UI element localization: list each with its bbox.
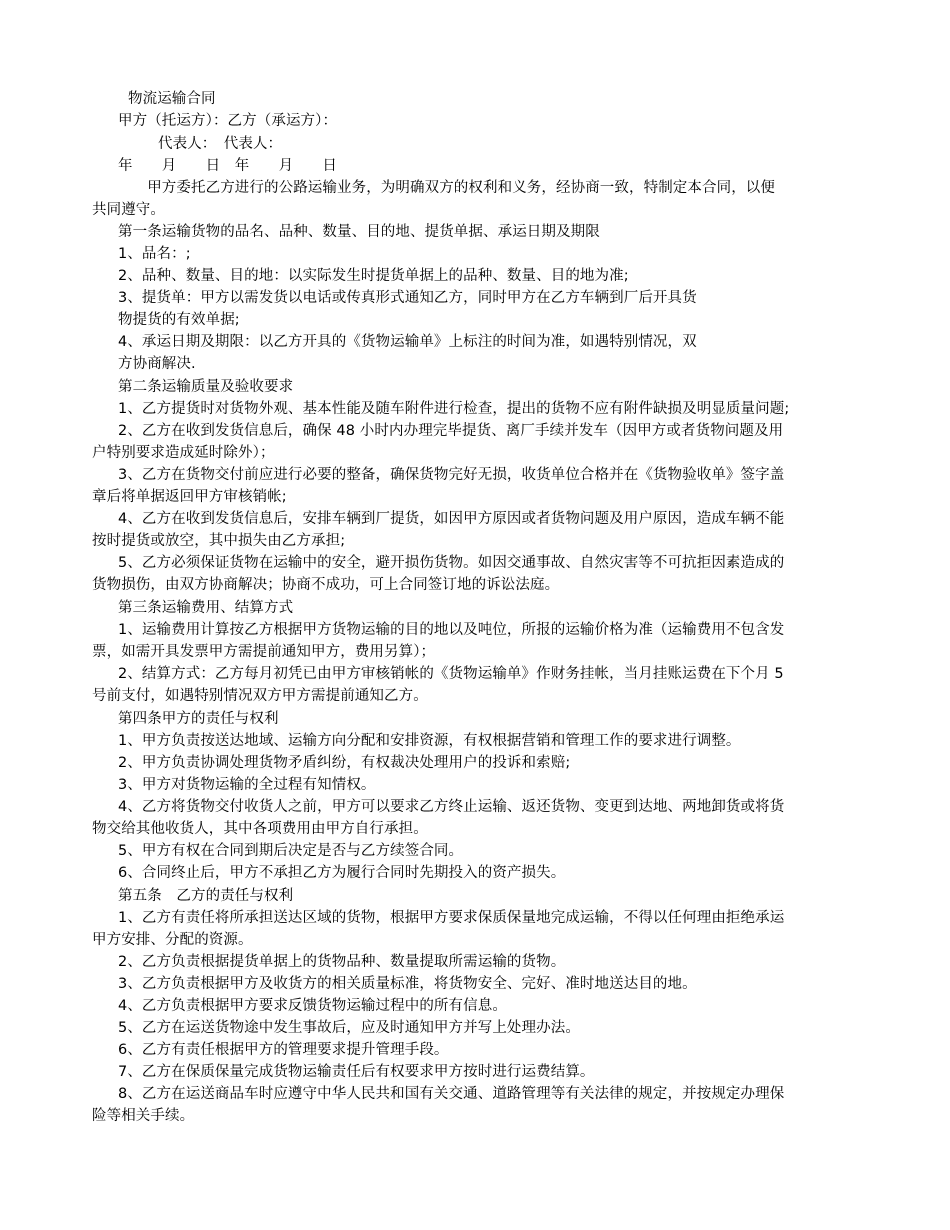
article-1-item-4: 4、承运日期及期限：以乙方开具的《货物运输单》上标注的时间为准，如遇特别情况，双 xyxy=(118,334,697,350)
article-1-item-2: 2、品种、数量、目的地：以实际发生时提货单据上的品种、数量、目的地为准; xyxy=(118,268,629,284)
article-2-item-5-cont: 货物损伤，由双方协商解决；协商不成功，可上合同签订地的诉讼法庭。 xyxy=(92,577,560,593)
date-line: 年 月 日 年 月 日 xyxy=(118,158,337,174)
article-1-item-3-cont: 物提货的有效单据; xyxy=(118,312,240,328)
article-2-item-2-cont: 户特别要求造成延时除外）； xyxy=(92,445,275,461)
article-4-title: 第四条甲方的责任与权利 xyxy=(118,711,279,727)
article-5-item-5: 5、乙方在运送货物途中发生事故后，应及时通知甲方并写上处理办法。 xyxy=(118,1020,580,1036)
article-2-item-4: 4、乙方在收到发货信息后，安排车辆到厂提货，如因甲方原因或者货物问题及用户原因，造成车辆不能 xyxy=(118,511,785,527)
article-5-item-6: 6、乙方有责任根据甲方的管理要求提升管理手段。 xyxy=(118,1042,449,1058)
article-3-item-1: 1、运输费用计算按乙方根据甲方货物运输的目的地以及吨位，所报的运输价格为准（运输费用不包含发 xyxy=(118,622,785,638)
article-5-title: 第五条 乙方的责任与权利 xyxy=(118,888,294,904)
article-1-item-1: 1、品名：; xyxy=(118,246,191,262)
representatives-line: 代表人： 代表人： xyxy=(158,136,283,152)
article-5-item-8-cont: 险等相关手续。 xyxy=(92,1108,195,1124)
article-4-item-2: 2、甲方负责协调处理货物矛盾纠纷，有权裁决处理用户的投诉和索赔; xyxy=(118,755,571,771)
article-5-item-7: 7、乙方在保质保量完成货物运输责任后有权要求甲方按时进行运费结算。 xyxy=(118,1064,595,1080)
article-2-item-3: 3、乙方在货物交付前应进行必要的整备，确保货物完好无损，收货单位合格并在《货物验收单》签字盖 xyxy=(118,467,785,483)
article-3-title: 第三条运输费用、结算方式 xyxy=(118,600,294,616)
article-2-item-2: 2、乙方在收到发货信息后，确保 48 小时内办理完毕提货、离厂手续并发车（因甲方或者货物问题及用 xyxy=(118,423,784,439)
article-5-item-3: 3、乙方负责根据甲方及收货方的相关质量标准，将货物安全、完好、准时地送达目的地。 xyxy=(118,976,697,992)
article-4-item-5: 5、甲方有权在合同到期后决定是否与乙方续签合同。 xyxy=(118,843,464,859)
article-4-item-1: 1、甲方负责按送达地域、运输方向分配和安排资源，有权根据营销和管理工作的要求进行调整。 xyxy=(118,733,741,749)
article-2-item-3-cont: 章后将单据返回甲方审核销帐; xyxy=(92,489,287,505)
article-2-item-5: 5、乙方必须保证货物在运输中的安全，避开损伤货物。如因交通事故、自然灾害等不可抗拒因素造成的 xyxy=(118,555,785,571)
article-3-item-2: 2、结算方式：乙方每月初凭已由甲方审核销帐的《货物运输单》作财务挂帐，当月挂账运费在下个月 5 xyxy=(118,666,784,682)
article-2-title: 第二条运输质量及验收要求 xyxy=(118,379,294,395)
intro-line-1: 甲方委托乙方进行的公路运输业务，为明确双方的权利和义务，经协商一致，特制定本合同，以便 xyxy=(118,180,775,196)
article-4-item-4: 4、乙方将货物交付收货人之前，甲方可以要求乙方终止运输、返还货物、变更到达地、两地卸货或将货 xyxy=(118,799,785,815)
article-4-item-3: 3、甲方对货物运输的全过程有知情权。 xyxy=(118,777,376,793)
article-1-title: 第一条运输货物的品名、品种、数量、目的地、提货单据、承运日期及期限 xyxy=(118,224,600,240)
intro-line-2: 共同遵守。 xyxy=(92,202,165,218)
article-1-item-3: 3、提货单：甲方以需发货以电话或传真形式通知乙方，同时甲方在乙方车辆到厂后开具货 xyxy=(118,290,697,306)
article-5-item-2: 2、乙方负责根据提货单据上的货物品种、数量提取所需运输的货物。 xyxy=(118,954,566,970)
parties-line: 甲方（托运方）：乙方（承运方）： xyxy=(118,113,338,129)
article-2-item-4-cont: 按时提货或放空，其中损失由乙方承担; xyxy=(92,533,346,549)
article-5-item-1: 1、乙方有责任将所承担送达区域的货物，根据甲方要求保质保量地完成运输，不得以任何理由拒绝承运 xyxy=(118,910,785,926)
article-4-item-6: 6、合同终止后，甲方不承担乙方为履行合同时先期投入的资产损失。 xyxy=(118,865,566,881)
article-4-item-4-cont: 物交给其他收货人，其中各项费用由甲方自行承担。 xyxy=(92,821,428,837)
article-3-item-1-cont: 票，如需开具发票甲方需提前通知甲方，费用另算）； xyxy=(92,644,436,660)
article-1-item-4-cont: 方协商解决. xyxy=(118,356,196,372)
doc-title: 物流运输合同 xyxy=(128,91,216,107)
article-3-item-2-cont: 号前支付，如遇特别情况双方甲方需提前通知乙方。 xyxy=(92,688,428,704)
article-2-item-1: 1、乙方提货时对货物外观、基本性能及随车附件进行检查，提出的货物不应有附件缺损及明显质量问题; xyxy=(118,401,790,417)
article-5-item-8: 8、乙方在运送商品车时应遵守中华人民共和国有关交通、道路管理等有关法律的规定，并按规定办理保 xyxy=(118,1086,785,1102)
article-5-item-4: 4、乙方负责根据甲方要求反馈货物运输过程中的所有信息。 xyxy=(118,998,507,1014)
article-5-item-1-cont: 甲方安排、分配的资源。 xyxy=(92,932,253,948)
